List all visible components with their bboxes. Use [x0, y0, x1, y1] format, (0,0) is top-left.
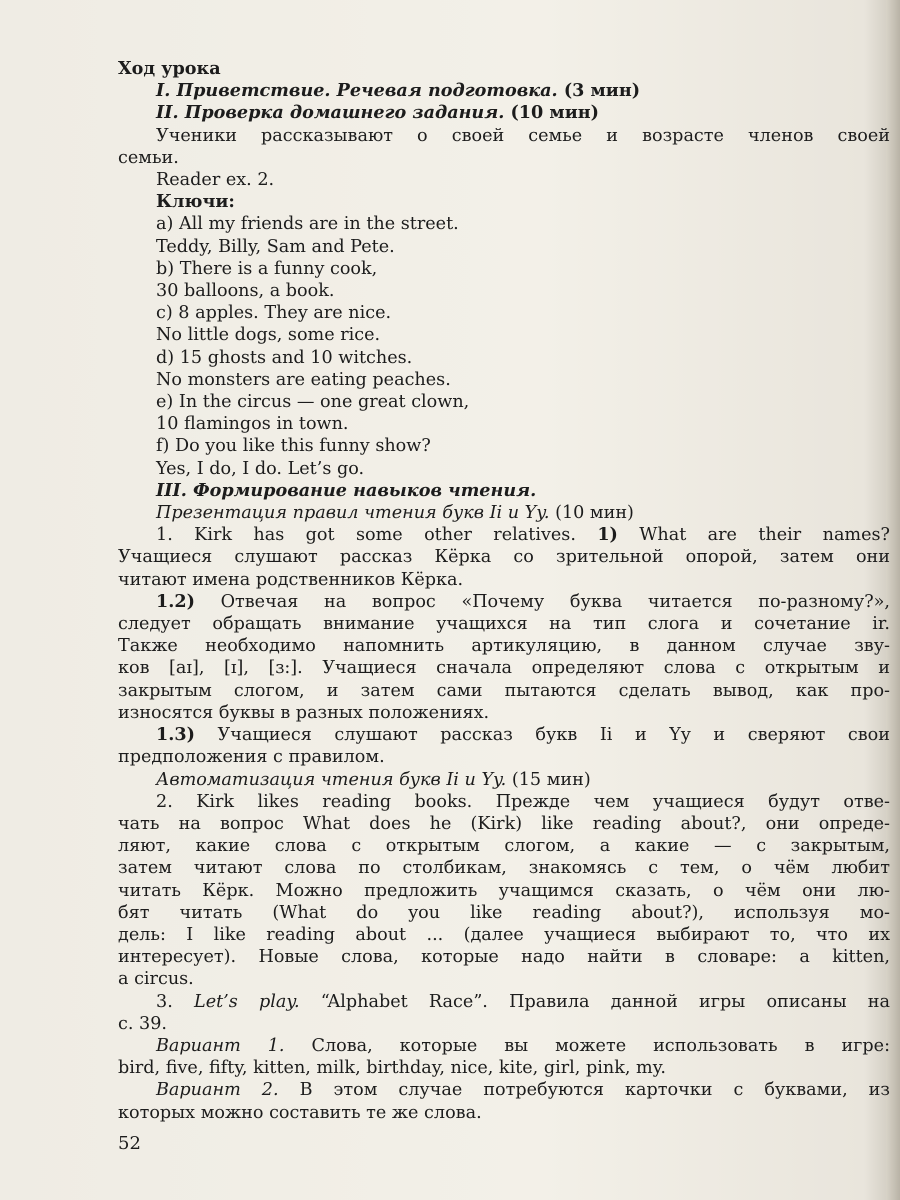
text-span: I. Приветствие. Речевая подготовка.: [156, 80, 558, 102]
text-line: [118, 524, 890, 546]
text-line: [118, 391, 890, 413]
text-line: [118, 169, 890, 191]
text-line: [118, 769, 890, 791]
text-span: (3 мин): [557, 80, 641, 102]
text-span: с. 39.: [118, 1013, 168, 1034]
text-span: чать на вопрос What does he (Kirk) like reading about?, они опреде-: [118, 813, 890, 834]
text-line: [118, 569, 890, 591]
text-line: [118, 480, 890, 502]
text-span: II. Проверка домашнего задания.: [156, 102, 505, 124]
text-span: затем читают слова по столбикам, знакомясь с тем, о чём любит: [118, 858, 890, 879]
text-span: Также необходимо напомнить артикуляцию, в данном случае зву-: [118, 636, 890, 657]
text-span: e) In the circus — one great clown,: [156, 392, 470, 413]
text-span: следует обращать внимание учащихся на тип слога и сочетание ir.: [118, 614, 890, 635]
text-line: [118, 102, 890, 124]
text-span: интересует). Новые слова, которые надо найти в словаре: a kitten,: [118, 947, 890, 968]
text-span: No monsters are eating peaches.: [156, 369, 451, 390]
lesson-text: [118, 58, 890, 1124]
text-span: d) 15 ghosts and 10 witches.: [156, 347, 413, 368]
text-span: 3.: [156, 991, 195, 1012]
text-span: No little dogs, some rice.: [156, 325, 381, 346]
text-line: [118, 458, 890, 480]
text-span: c) 8 apples. They are nice.: [156, 303, 392, 324]
text-line: [118, 902, 890, 924]
text-span: ляют, какие слова с открытым слогом, а какие — с закрытым,: [118, 836, 890, 857]
text-line: [118, 591, 890, 613]
text-span: Учащиеся слушают рассказ букв Ii и Yy и сверяют свои: [194, 725, 890, 746]
text-span: 1): [597, 524, 618, 546]
text-span: читают имена родственников Кёрка.: [118, 569, 464, 590]
text-span: 1.3): [156, 724, 195, 746]
text-span: Автоматизация чтения букв Ii и Yy.: [156, 769, 507, 790]
text-span: Ключи:: [156, 191, 235, 213]
text-line: [118, 80, 890, 102]
text-line: [118, 835, 890, 857]
text-line: [118, 125, 890, 147]
text-line: [118, 702, 890, 724]
text-line: [118, 369, 890, 391]
text-span: Слова, которые вы можете использовать в игре:: [284, 1035, 890, 1056]
text-line: [118, 546, 890, 568]
text-span: “Alphabet Race”. Правила данной игры описаны на: [299, 991, 890, 1012]
text-span: Reader ex. 2.: [156, 170, 275, 191]
text-line: [118, 258, 890, 280]
text-line: [118, 1013, 890, 1035]
text-line: [118, 236, 890, 258]
text-line: [118, 1102, 890, 1124]
text-line: [118, 1057, 890, 1079]
text-span: (10 мин): [549, 503, 634, 524]
text-span: износятся буквы в разных положениях.: [118, 702, 490, 723]
text-span: Teddy, Billy, Sam and Pete.: [156, 236, 395, 257]
text-span: 1. Kirk has got some other relatives.: [156, 525, 598, 546]
text-line: [118, 746, 890, 768]
text-span: семьи.: [118, 147, 179, 168]
text-span: Ученики рассказывают о своей семье и возрасте членов своей: [156, 125, 890, 146]
text-span: В этом случае потребуются карточки с буквами, из: [278, 1080, 890, 1101]
text-span: What are their names?: [617, 525, 890, 546]
text-line: [118, 635, 890, 657]
text-line: [118, 147, 890, 169]
text-span: бят читать (What do you like reading about?), используя мо-: [118, 902, 890, 923]
text-span: bird, five, fifty, kitten, milk, birthday, nice, kite, girl, pink, my.: [118, 1058, 666, 1079]
text-span: b) There is a funny cook,: [156, 258, 378, 279]
text-line: [118, 791, 890, 813]
text-span: III. Формирование навыков чтения.: [156, 479, 537, 501]
page-number: 52: [118, 1133, 141, 1154]
text-span: Yes, I do, I do. Let’s go.: [156, 458, 365, 479]
text-span: 30 balloons, a book.: [156, 281, 335, 302]
text-span: Let’s play.: [194, 991, 300, 1012]
text-span: предположения с правилом.: [118, 747, 385, 768]
text-span: Отвечая на вопрос «Почему буква читается по-разному?»,: [194, 591, 890, 612]
text-line: [118, 991, 890, 1013]
text-line: [118, 680, 890, 702]
text-line: [118, 502, 890, 524]
text-line: [118, 946, 890, 968]
text-line: [118, 880, 890, 902]
text-line: [118, 324, 890, 346]
text-span: читать Кёрк. Можно предложить учащимся сказать, о чём они лю-: [118, 880, 890, 901]
text-line: [118, 813, 890, 835]
text-line: [118, 347, 890, 369]
text-span: дель: I like reading about ... (далее учащиеся выбирают то, что их: [118, 924, 890, 945]
text-line: [118, 857, 890, 879]
text-span: f) Do you like this funny show?: [156, 436, 431, 457]
text-span: (15 мин): [506, 769, 591, 790]
text-line: [118, 724, 890, 746]
text-span: Учащиеся слушают рассказ Кёрка со зрительной опорой, затем они: [118, 547, 890, 568]
text-span: a circus.: [118, 969, 194, 990]
text-line: [118, 1079, 890, 1101]
text-span: Вариант 1.: [156, 1035, 285, 1056]
text-line: [118, 657, 890, 679]
text-span: Презентация правил чтения букв Ii и Yy.: [156, 503, 550, 524]
text-span: Ход урока: [118, 58, 221, 79]
text-line: [118, 1035, 890, 1057]
text-span: ков [aɪ], [ɪ], [ɜ:]. Учащиеся сначала определяют слова с открытым и: [118, 658, 890, 679]
text-line: [118, 58, 890, 80]
text-span: 10 flamingos in town.: [156, 414, 349, 435]
text-line: [118, 435, 890, 457]
text-span: Вариант 2.: [156, 1080, 279, 1101]
text-line: [118, 613, 890, 635]
text-span: a) All my friends are in the street.: [156, 214, 459, 235]
text-span: которых можно составить те же слова.: [118, 1102, 482, 1123]
text-span: (10 мин): [504, 102, 599, 124]
text-line: [118, 968, 890, 990]
text-line: [118, 413, 890, 435]
text-line: [118, 191, 890, 213]
text-span: 1.2): [156, 590, 195, 612]
text-line: [118, 213, 890, 235]
text-span: 2. Kirk likes reading books. Прежде чем учащиеся будут отве-: [156, 791, 890, 812]
text-line: [118, 924, 890, 946]
text-span: закрытым слогом, и затем сами пытаются сделать вывод, как про-: [118, 680, 890, 701]
text-line: [118, 280, 890, 302]
text-line: [118, 302, 890, 324]
